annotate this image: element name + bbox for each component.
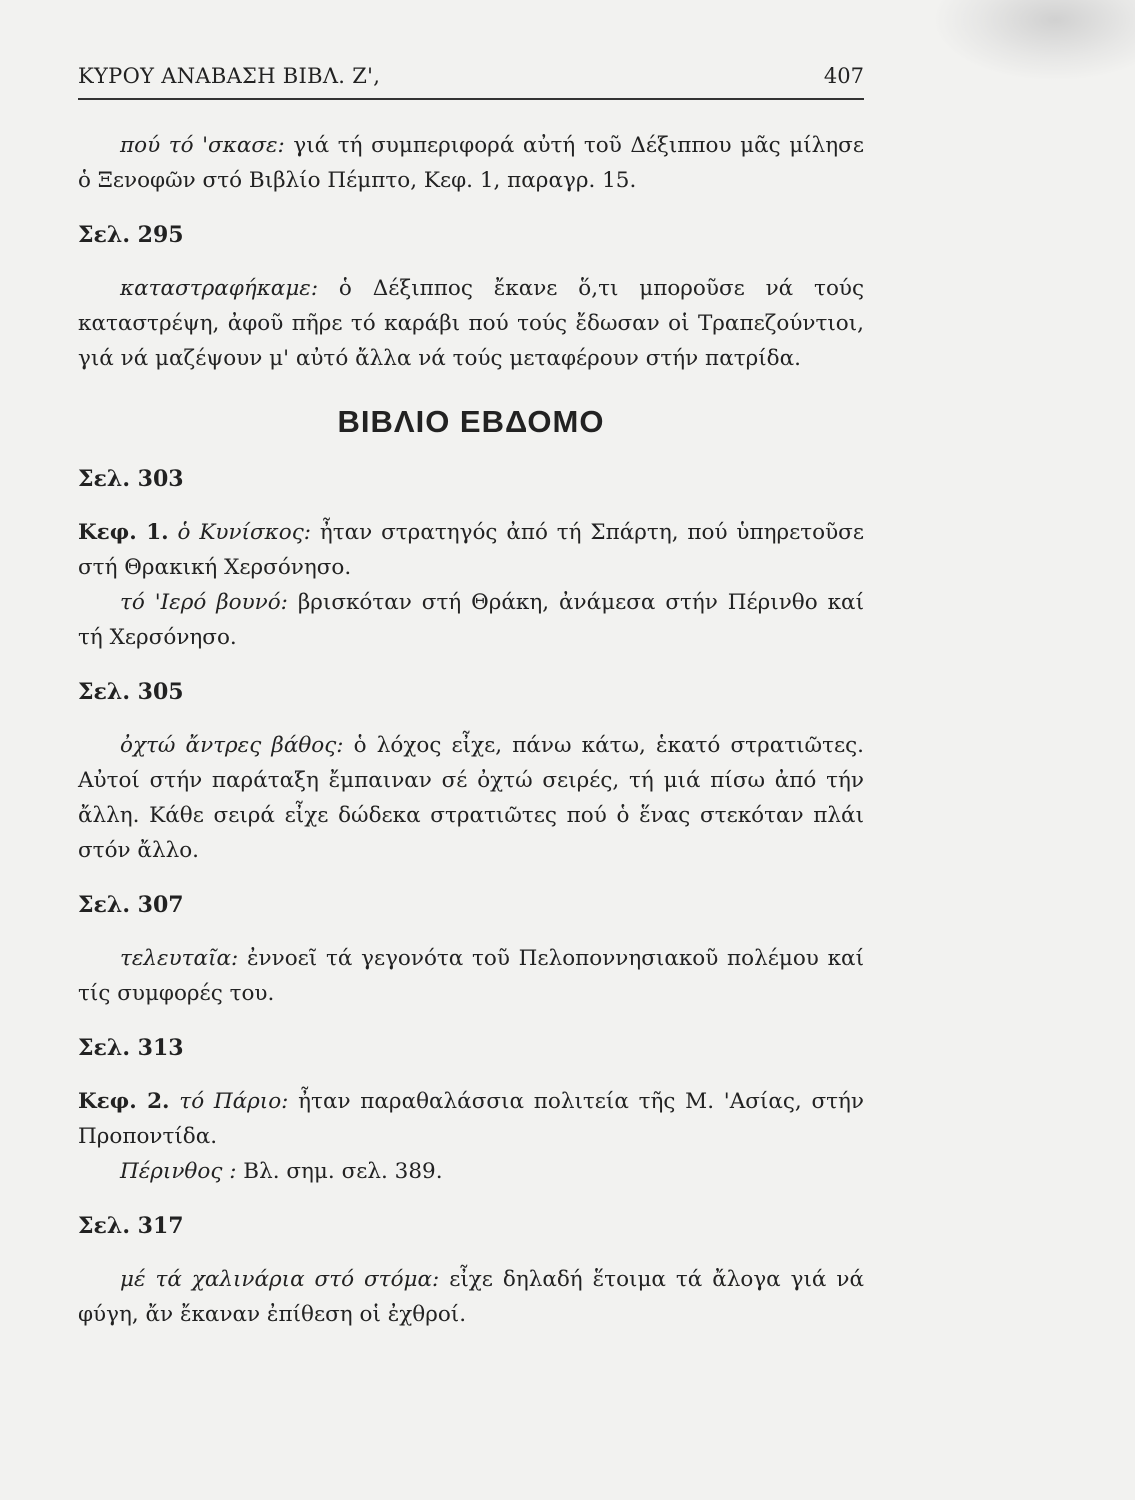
note-313-chapter: Κεφ. 2. bbox=[78, 1089, 170, 1114]
book-title: ΒΙΒΛΙΟ ΕΒΔΟΜΟ bbox=[337, 404, 605, 439]
note-295-text: ὁ Δέξιππος ἔκανε ὅ,τι μποροῦσε νά τούς καταστρέψη, ἀφοῦ πῆρε τό καράβι πού τούς ἔδωσαν οἱ Τραπεζούντιοι, γιά νά μαζέψουν μ' αὐτό ἄλλα νά τούς μεταφέρουν στήν πατρίδα. bbox=[78, 276, 864, 371]
note-305-text: ὁ λόχος εἶχε, πάνω κάτω, ἑκατό στρατιῶτες. Αὐτοί στήν παράταξη ἔμπαιναν σέ ὀχτώ σειρές, τή μιά πίσω ἀπό τήν ἄλλη. Κάθε σειρά εἶχε δώδεκα στρατιῶτες πού ὁ ἕνας στεκόταν πλάι στόν ἄλλο. bbox=[78, 733, 864, 863]
note-307-text: ἐννοεῖ τά γεγονότα τοῦ Πελοποννησιακοῦ πολέμου καί τίς συμφορές του. bbox=[78, 946, 864, 1006]
section-heading-295: Σελ. 295 bbox=[78, 222, 184, 248]
note-295 bbox=[78, 271, 864, 376]
note-313-term2: Πέρινθος : bbox=[120, 1159, 237, 1184]
note-303-term2: τό 'Ιερό βουνό: bbox=[120, 590, 288, 615]
note-313-text1: ἦταν παραθαλάσσια πολιτεία τῆς Μ. 'Ασίας, στήν Προποντίδα. bbox=[78, 1089, 864, 1149]
note-313-text2: Βλ. σημ. σελ. 389. bbox=[236, 1159, 443, 1184]
page-number: 407 bbox=[823, 64, 864, 88]
note-303-a bbox=[78, 515, 864, 585]
page-body bbox=[78, 128, 864, 1332]
section-heading-317: Σελ. 317 bbox=[78, 1213, 184, 1239]
section-heading-307: Σελ. 307 bbox=[78, 892, 184, 918]
note-313-a bbox=[78, 1084, 864, 1154]
note-313-b bbox=[78, 1154, 864, 1189]
note-303-term1: ὁ Κυνίσκος: bbox=[168, 520, 311, 545]
note-307-term: τελευταῖα: bbox=[120, 946, 239, 971]
note-303-text2: βρισκόταν στή Θράκη, ἀνάμεσα στήν Πέρινθο καί τή Χερσόνησο. bbox=[78, 590, 864, 650]
section-heading-305: Σελ. 305 bbox=[78, 679, 184, 705]
running-head: ΚΥΡΟΥ ΑΝΑΒΑΣΗ ΒΙΒΛ. Ζ', bbox=[78, 64, 381, 88]
note-303-b bbox=[78, 585, 864, 655]
note-303-chapter: Κεφ. 1. bbox=[78, 520, 169, 545]
intro-text: γιά τή συμπεριφορά αὐτή τοῦ Δέξιππου μᾶς μίλησε ὁ Ξενοφῶν στό Βιβλίο Πέμπτο, Κεφ. 1, παραγρ. 15. bbox=[78, 133, 864, 193]
section-heading-313: Σελ. 313 bbox=[78, 1035, 184, 1061]
note-317-text: εἶχε δηλαδή ἕτοιμα τά ἄλογα γιά νά φύγη, ἄν ἔκαναν ἐπίθεση οἱ ἐχθροί. bbox=[78, 1267, 864, 1327]
intro-paragraph bbox=[78, 128, 864, 198]
note-317 bbox=[78, 1262, 864, 1332]
intro-term: πού τό 'σκασε: bbox=[120, 133, 285, 158]
note-305 bbox=[78, 728, 864, 868]
page-header bbox=[78, 58, 864, 100]
page-smudge bbox=[935, 0, 1135, 80]
note-317-term: μέ τά χαλινάρια στό στόμα: bbox=[120, 1267, 440, 1292]
note-313-term1: τό Πάριο: bbox=[169, 1089, 289, 1114]
section-heading-303: Σελ. 303 bbox=[78, 466, 184, 492]
note-307 bbox=[78, 941, 864, 1011]
note-295-term: καταστραφήκαμε: bbox=[120, 276, 319, 301]
note-303-text1: ἦταν στρατηγός ἀπό τή Σπάρτη, πού ὑπηρετοῦσε στή Θρακική Χερσόνησο. bbox=[78, 520, 865, 580]
note-305-term: ὀχτώ ἄντρες βάθος: bbox=[120, 733, 344, 758]
